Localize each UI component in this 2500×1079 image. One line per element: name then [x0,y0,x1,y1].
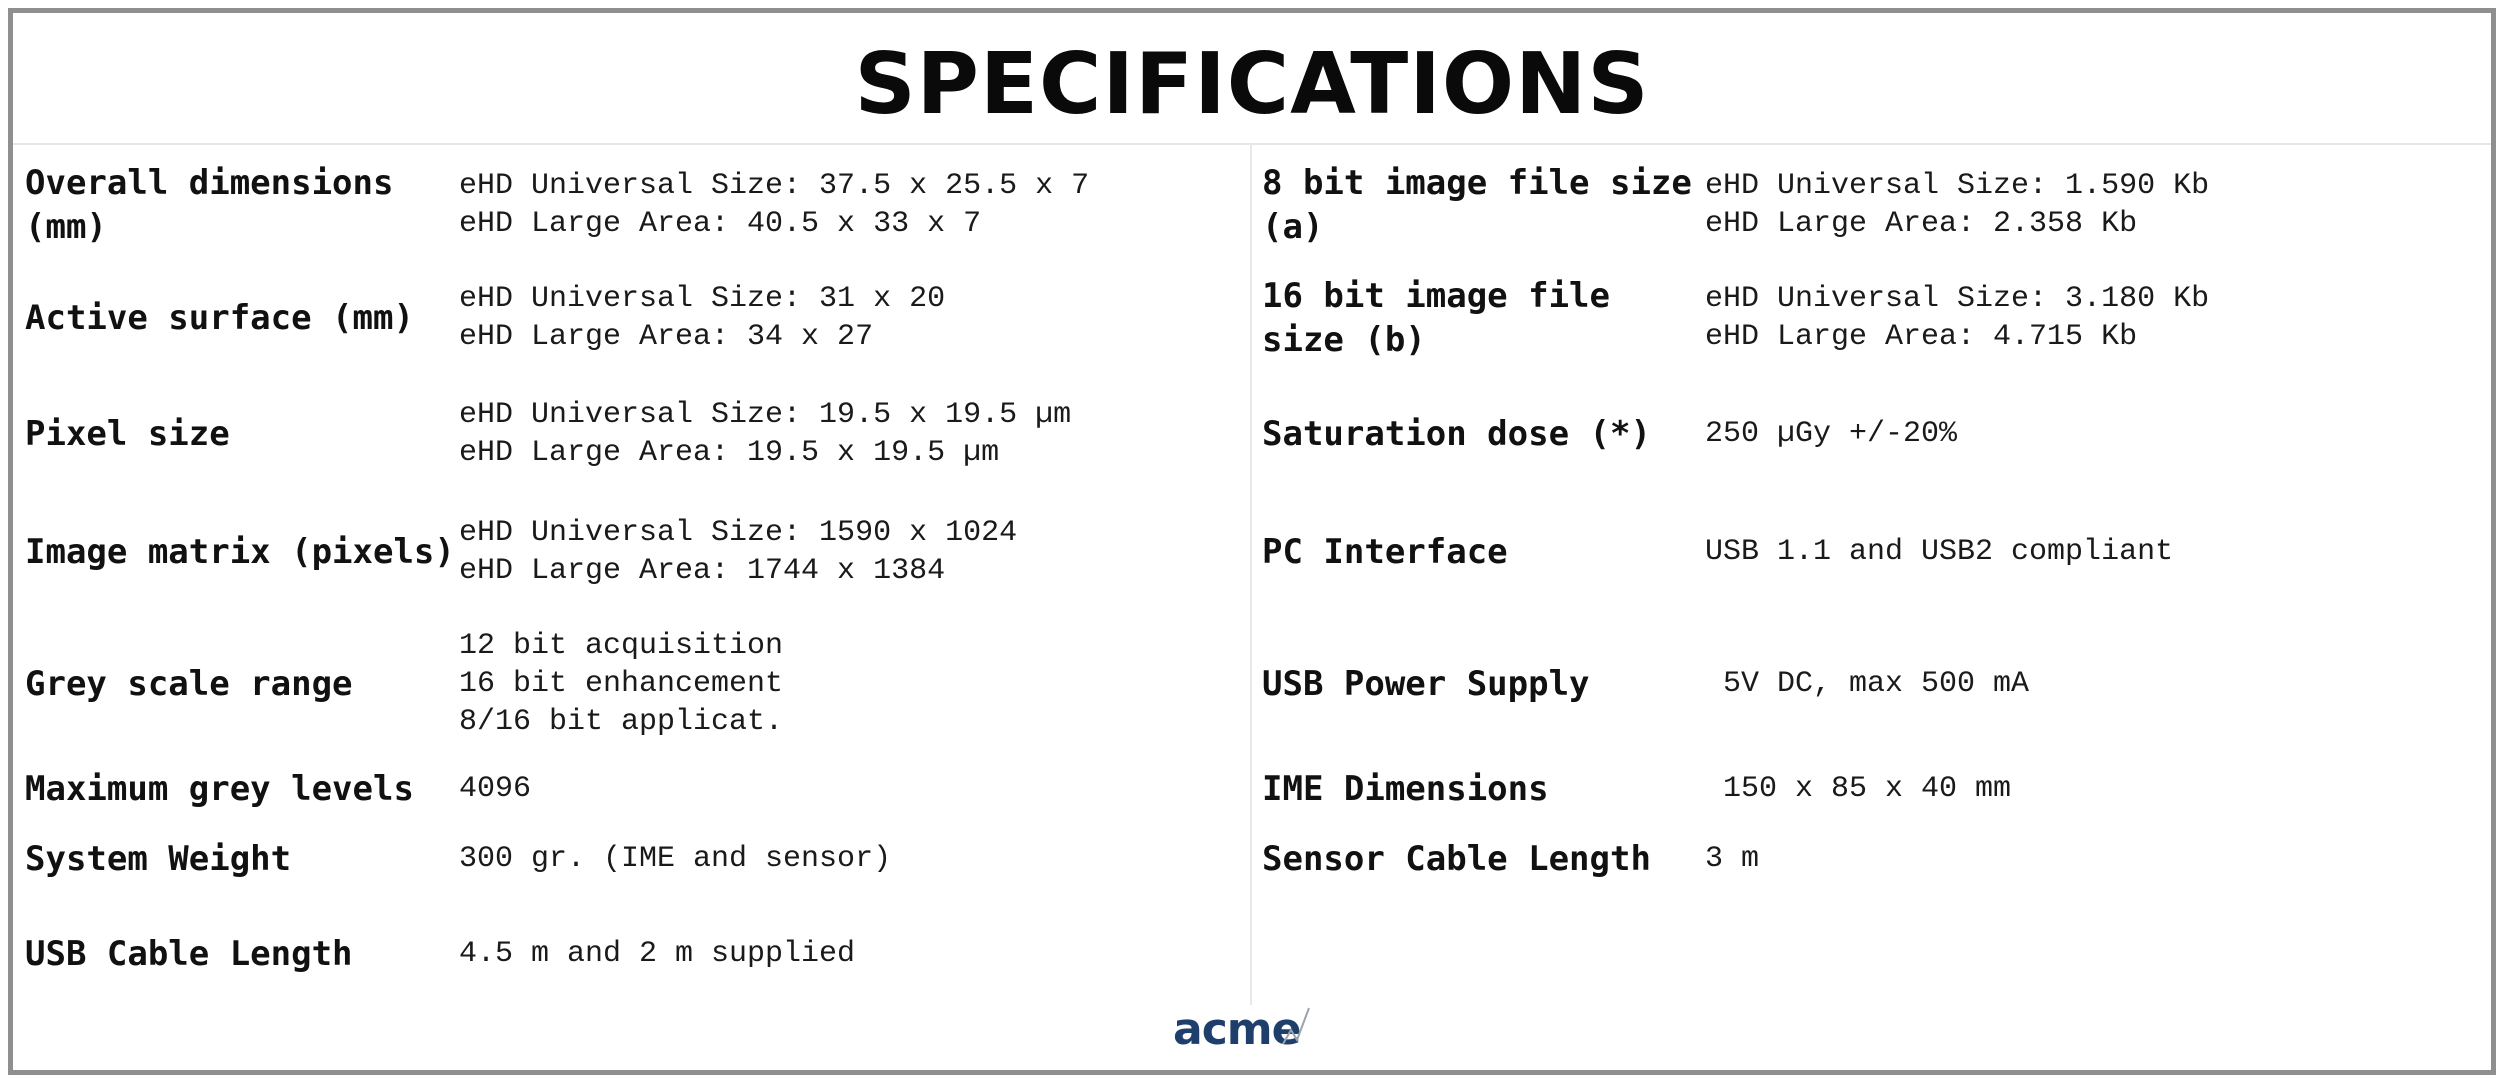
spec-label: Grey scale range [25,664,353,704]
spec-label: PC Interface [1262,532,1508,572]
spec-sheet-frame [8,8,2496,1075]
acme-logo [1163,1000,1333,1060]
column-divider [1250,145,1252,1005]
spec-value: eHD Universal Size: 31 x 20 eHD Large Area: 34 x 27 [459,282,946,354]
spec-label: Active surface (mm) [25,298,414,338]
spec-value: eHD Universal Size: 37.5 x 25.5 x 7 eHD Large Area: 40.5 x 33 x 7 [459,169,1090,241]
page-title: SPECIFICATIONS [854,35,1650,134]
logo-signal-icon [1163,1000,1333,1060]
spec-value: 4096 [459,772,532,806]
spec-value: eHD Universal Size: 1590 x 1024 eHD Large Area: 1744 x 1384 [459,516,1018,588]
spec-value: eHD Universal Size: 1.590 Kb eHD Large Area: 2.358 Kb [1705,169,2210,241]
spec-label: Overall dimensions (mm) [25,163,394,247]
spec-label: Maximum grey levels [25,769,414,809]
spec-label: USB Cable Length [25,934,353,974]
spec-value: 5V DC, max 500 mA [1705,667,2030,701]
spec-value: 3 m [1705,842,1760,876]
spec-value: USB 1.1 and USB2 compliant [1705,535,2174,569]
spec-value: eHD Universal Size: 3.180 Kb eHD Large Area: 4.715 Kb [1705,282,2210,354]
spec-value: 250 µGy +/-20% [1705,417,1958,451]
spec-label: Sensor Cable Length [1262,839,1651,879]
logo-text: acme [1173,1004,1301,1055]
spec-value: 150 x 85 x 40 mm [1705,772,2012,806]
spec-label: USB Power Supply [1262,664,1590,704]
header-divider [13,143,2491,145]
spec-label: IME Dimensions [1262,769,1549,809]
spec-value: 4.5 m and 2 m supplied [459,937,856,971]
spec-value: 300 gr. (IME and sensor) [459,842,892,876]
spec-label: Saturation dose (*) [1262,414,1651,454]
spec-label: 16 bit image file size (b) [1262,276,1610,360]
spec-label: System Weight [25,839,292,879]
spec-label: Pixel size [25,414,230,454]
spec-value: 12 bit acquisition 16 bit enhancement 8/16 bit applicat. [459,629,784,739]
spec-value: eHD Universal Size: 19.5 x 19.5 µm eHD Large Area: 19.5 x 19.5 µm [459,398,1072,470]
spec-label: Image matrix (pixels) [25,532,455,572]
spec-label: 8 bit image file size (a) [1262,163,1692,247]
